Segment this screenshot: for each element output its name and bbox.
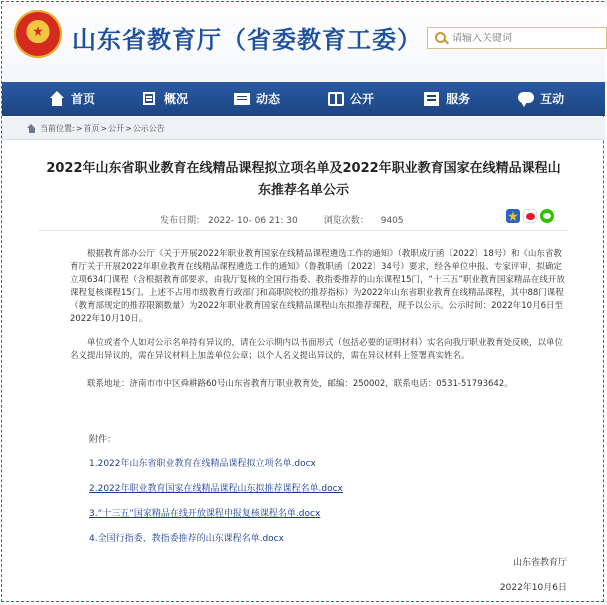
nav-item-label: 动态 <box>256 92 281 106</box>
attachment-link[interactable]: 3.“十三五”国家精品在线开放课程申报复核课程名单.docx <box>89 509 321 519</box>
location-icon <box>27 124 36 133</box>
article-paragraph: 单位或者个人如对公示名单持有异议的，请在公示期内以书面形式（包括必要的证明材料）实名向我厅职业教育处反映，以单位名义提出异议的，需在异议材料上加盖单位公章；以个人名义提出异议的，需在异议材料上签署真实姓名。 <box>70 338 564 361</box>
favorite-icon[interactable] <box>506 209 520 223</box>
nav-item-overview[interactable] <box>142 82 188 116</box>
news-icon <box>234 91 250 107</box>
breadcrumb-notices[interactable]: 公示公告 <box>132 123 165 133</box>
nav-item-label: 互动 <box>540 92 565 106</box>
breadcrumb-public[interactable]: 公开 <box>108 123 125 133</box>
emblem-icon <box>14 10 62 58</box>
publish-date: 2022- 10- 06 21: 30 <box>208 216 298 226</box>
attachments-label: 附件： <box>89 435 117 445</box>
sign-date: 2022年10月6日 <box>499 583 567 593</box>
nav-item-public[interactable] <box>328 82 374 116</box>
main-nav <box>2 82 605 116</box>
nav-item-interact[interactable] <box>518 82 564 116</box>
site-title[interactable]: 山东省教育厅（省委教育工委） <box>72 26 422 54</box>
attachment-link[interactable]: 2.2022年职业教育国家在线精品课程山东拟推荐课程名单.docx <box>89 484 343 494</box>
interact-icon <box>518 91 534 107</box>
article-title: 2022年山东省职业教育在线精品课程拟立项名单及2022年职业教育国家在线精品课程山东推荐名单公示 <box>46 161 561 198</box>
nav-item-label: 概况 <box>164 92 189 106</box>
overview-icon <box>142 91 158 107</box>
divider <box>38 230 568 231</box>
nav-item-service[interactable] <box>424 82 470 116</box>
wechat-share-icon[interactable] <box>540 209 554 223</box>
breadcrumb-home[interactable]: 首页 <box>83 123 100 133</box>
attachment-link[interactable]: 4.全国行指委、教指委推荐的山东课程名单.docx <box>89 534 284 544</box>
breadcrumb-separator: > <box>75 123 83 133</box>
breadcrumb-prefix: 当前位置: <box>40 123 75 133</box>
service-icon <box>424 91 440 107</box>
views-count: 9405 <box>380 216 404 226</box>
weibo-share-icon[interactable] <box>523 209 537 223</box>
article-paragraph: 联系地址：济南市市中区舜耕路60号山东省教育厅职业教育处，邮编：250002，联系电话：0531-51793642。 <box>87 379 513 389</box>
nav-item-label: 服务 <box>446 92 471 106</box>
article-meta <box>160 213 407 226</box>
search-input[interactable] <box>452 33 592 44</box>
search-icon[interactable] <box>434 31 448 45</box>
home-icon <box>49 91 65 107</box>
site-header <box>2 2 605 82</box>
breadcrumb-separator: > <box>125 123 132 133</box>
breadcrumb <box>2 117 605 140</box>
views-label: 浏览次数： <box>323 216 369 226</box>
article-paragraph: 根据教育部办公厅《关于开展2022年职业教育国家在线精品课程遴选工作的通知》（教职成厅函〔2022〕18号）和《山东省教育厅关于开展2022年职业教育在线精品课程遴选工作的通知》（鲁教职函〔2022〕34号）要求，经各单位申报、专家评审，拟确定立项634门课程（含根据教育部要求，由我厅复核的全国行指委、教指委推荐的山东课程15门，“十三五”职业教育国家精品在线开放课程复核课程15门。上述不占用市级教育行政部门和高职院校的推荐指标）为2022年山东省职业教育在线精品课程，其中88门课程（教育部规定的推荐限额数量）为2022年职业教育国家在线精品课程山东拟推荐课程，现予以公示。公示时间：2022年10月6日至2022年10月10日。 <box>70 249 565 324</box>
nav-item-label: 首页 <box>71 92 96 106</box>
nav-item-news[interactable] <box>234 82 280 116</box>
signature: 山东省教育厅 <box>512 558 567 568</box>
publish-label: 发布日期： <box>160 216 206 226</box>
nav-item-label: 公开 <box>350 92 375 106</box>
attachment-link[interactable]: 1.2022年山东省职业教育在线精品课程拟立项名单.docx <box>89 459 316 469</box>
public-icon <box>328 91 344 107</box>
search-box[interactable] <box>427 27 607 49</box>
nav-item-home[interactable] <box>49 82 95 116</box>
share-bar <box>506 209 554 223</box>
breadcrumb-separator: > <box>100 123 108 133</box>
